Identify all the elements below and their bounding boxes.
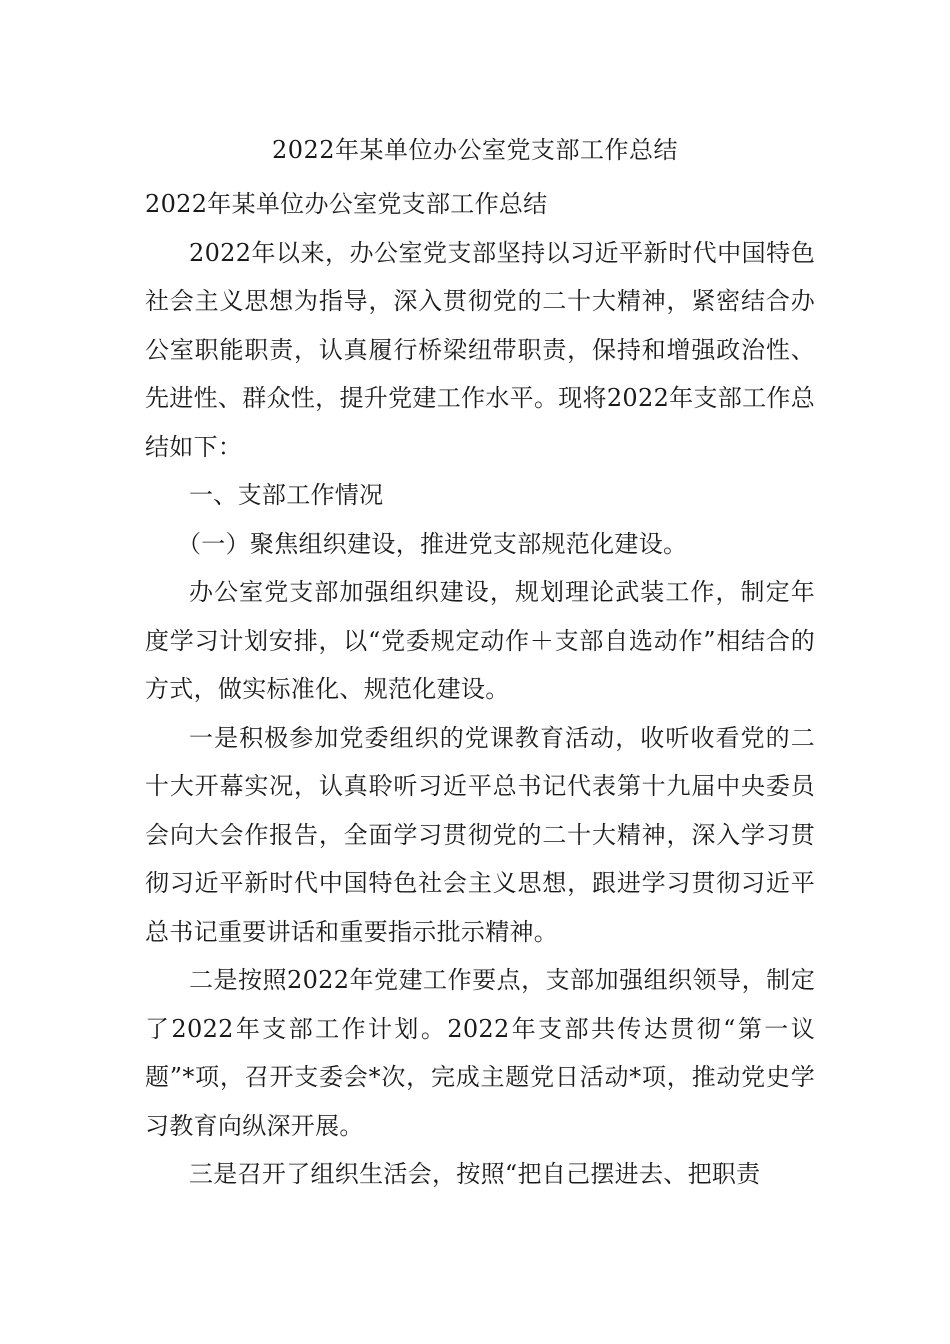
subsection-heading: （一）聚焦组织建设，推进党支部规范化建设。 bbox=[177, 529, 688, 558]
intro-paragraph: 2022年以来，办公室党支部坚持以习近平新时代中国特色社会主义思想为指导，深入贯彻党的二十大精神，紧密结合办公室职能职责，认真履行桥梁纽带职责，保持和增强政治性、先进性、群众性，提升党建工作水平。现将2022年支部工作总结如下： bbox=[145, 238, 815, 461]
section-heading: 一、支部工作情况 bbox=[189, 481, 384, 509]
body-paragraph: 办公室党支部加强组织建设，规划理论武装工作，制定年度学习计划安排，以“党委规定动作＋支部自选动作”相结合的方式，做实标准化、规范化建设。 bbox=[145, 578, 815, 703]
body-paragraph: 一是积极参加党委组织的党课教育活动，收听收看党的二十大开幕实况，认真聆听习近平总书记代表第十九届中央委员会向大会作报告，全面学习贯彻党的二十大精神，深入学习贯彻习近平新时代中国特色社会主义思想，跟进学习贯彻习近平总书记重要讲话和重要指示批示精神。 bbox=[145, 723, 815, 946]
document-title: 2022年某单位办公室党支部工作总结 bbox=[271, 136, 679, 164]
document-body bbox=[145, 180, 815, 1199]
body-paragraph: 三是召开了组织生活会，按照“把自己摆进去、把职责 bbox=[189, 1160, 761, 1188]
repeated-title-paragraph: 2022年某单位办公室党支部工作总结 bbox=[145, 190, 548, 218]
body-paragraph: 二是按照2022年党建工作要点，支部加强组织领导，制定了2022年支部工作计划。2022年支部共传达贯彻“第一议题”*项，召开支委会*次，完成主题党日活动*项，推动党史学习教育向纵深开展。 bbox=[145, 966, 815, 1140]
